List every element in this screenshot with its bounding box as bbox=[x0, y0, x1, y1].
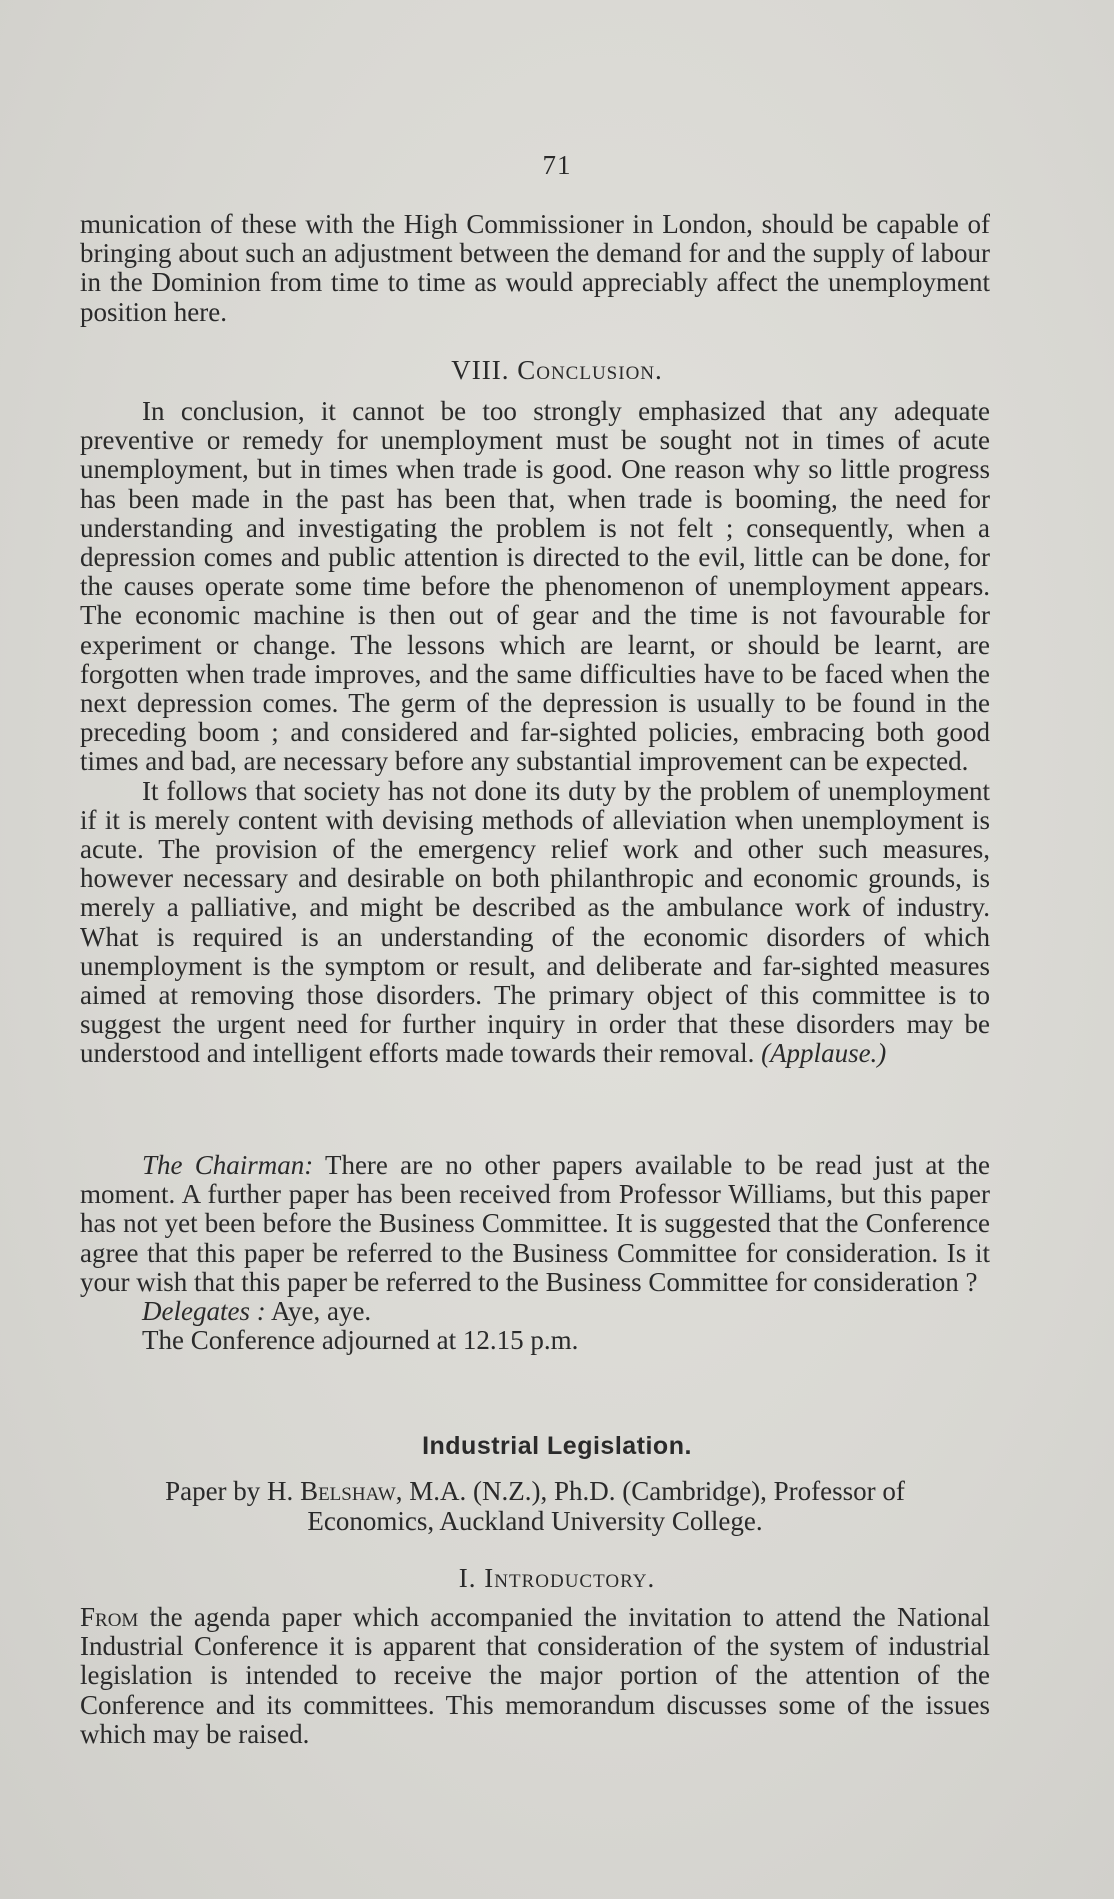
section-numeral: VIII. bbox=[451, 355, 518, 385]
section-numeral: I. bbox=[458, 1563, 485, 1593]
byline-line-2: Economics, Auckland University College. bbox=[307, 1506, 763, 1536]
chairman-speech: There are no other papers available to be read just at the moment. A further paper has been received from Professor Williams, but this paper has not yet been before the Business Committee. It is suggested that the Conference agree that this paper be referred to the Business Committee for consideration. Is it your wish that this paper be referred to the Business Committee for consideration ? bbox=[80, 1150, 991, 1297]
continuation-text: munication of these with the High Commissioner in London, should be capable of bringing about such an adjustment between the demand for and the supply of labour in the Dominion from time to time as would appreciably affect the unemployment position here. bbox=[80, 209, 990, 327]
byline-credentials: , M.A. (N.Z.), Ph.D. (Cambridge), Professor of bbox=[395, 1476, 905, 1506]
conclusion-section-body bbox=[80, 397, 990, 1069]
conclusion-paragraph-2 bbox=[80, 777, 990, 1069]
section-heading-conclusion bbox=[0, 355, 1114, 386]
byline-prefix: Paper by H. bbox=[165, 1476, 301, 1506]
applause-note: (Applause.) bbox=[761, 1038, 887, 1069]
delegates-paragraph bbox=[80, 1297, 990, 1326]
intro-text: the agenda paper which accompanied the invitation to attend the National Industrial Conference it is apparent that consideration of the system of industrial legislation is intended to receive the major portion of the attention of the Conference and its committees. This memorandum discusses some of the issues which may be raised. bbox=[80, 1602, 990, 1749]
byline-author: Belshaw bbox=[300, 1476, 396, 1506]
conclusion-paragraph-2-text: It follows that society has not done its duty by the problem of unemployment if it is merely content with devising methods of alleviation when unemployment is acute. The provision of the emergency relief work and other such measures, however necessary and desirable on both philanthropic and economic grounds, is merely a palliative, and might be described as the ambulance work of industry. What is required is an understanding of the economic disorders of which unemployment is the symptom or result, and deliberate and far-sighted measures aimed at removing those disorders. The primary object of this committee is to suggest the urgent need for further inquiry in order that these disorders may be understood and intelligent efforts made towards their removal. bbox=[80, 775, 990, 1069]
intro-paragraph bbox=[80, 1603, 990, 1749]
proceedings-block bbox=[80, 1151, 990, 1355]
continuation-paragraph bbox=[80, 210, 990, 327]
intro-lead-word: From bbox=[80, 1602, 139, 1632]
byline-line-1 bbox=[80, 1476, 990, 1506]
section-heading-introductory bbox=[0, 1563, 1114, 1594]
adjourned-line: The Conference adjourned at 12.15 p.m. bbox=[142, 1325, 579, 1356]
industrial-legislation-heading: Industrial Legislation. bbox=[422, 1432, 692, 1460]
page-number: 71 bbox=[542, 150, 572, 180]
delegates-speech: Aye, aye. bbox=[265, 1296, 372, 1327]
conclusion-paragraph-1: In conclusion, it cannot be too strongly emphasized that any adequate preventive or remedy for unemployment must be sought not in times of acute unemployment, but in times when trade is good. One reason why so little progress has been made in the past has been that, when trade is booming, the need for understanding and investigating the problem is not felt ; consequently, when a depression comes and public attention is directed to the evil, little can be done, for the causes operate some time before the phenomenon of unemployment appears. The economic machine is then out of gear and the time is not favourable for experiment or change. The lessons which are learnt, or should be learnt, are forgotten when trade improves, and the same difficulties have to be faced when the next depression comes. The germ of the depression is usually to be found in the preceding boom ; and considered and far-sighted policies, embracing both good times and bad, are necessary before any substantial improvement can be expected. bbox=[80, 396, 990, 777]
chairman-speaker: The Chairman: bbox=[142, 1150, 314, 1180]
chairman-paragraph bbox=[80, 1151, 990, 1297]
delegates-speaker: Delegates : bbox=[142, 1296, 266, 1327]
introductory-body bbox=[80, 1603, 990, 1749]
section-title: Conclusion. bbox=[517, 355, 663, 385]
section-title: Introductory. bbox=[484, 1563, 656, 1593]
paper-byline bbox=[80, 1476, 990, 1536]
